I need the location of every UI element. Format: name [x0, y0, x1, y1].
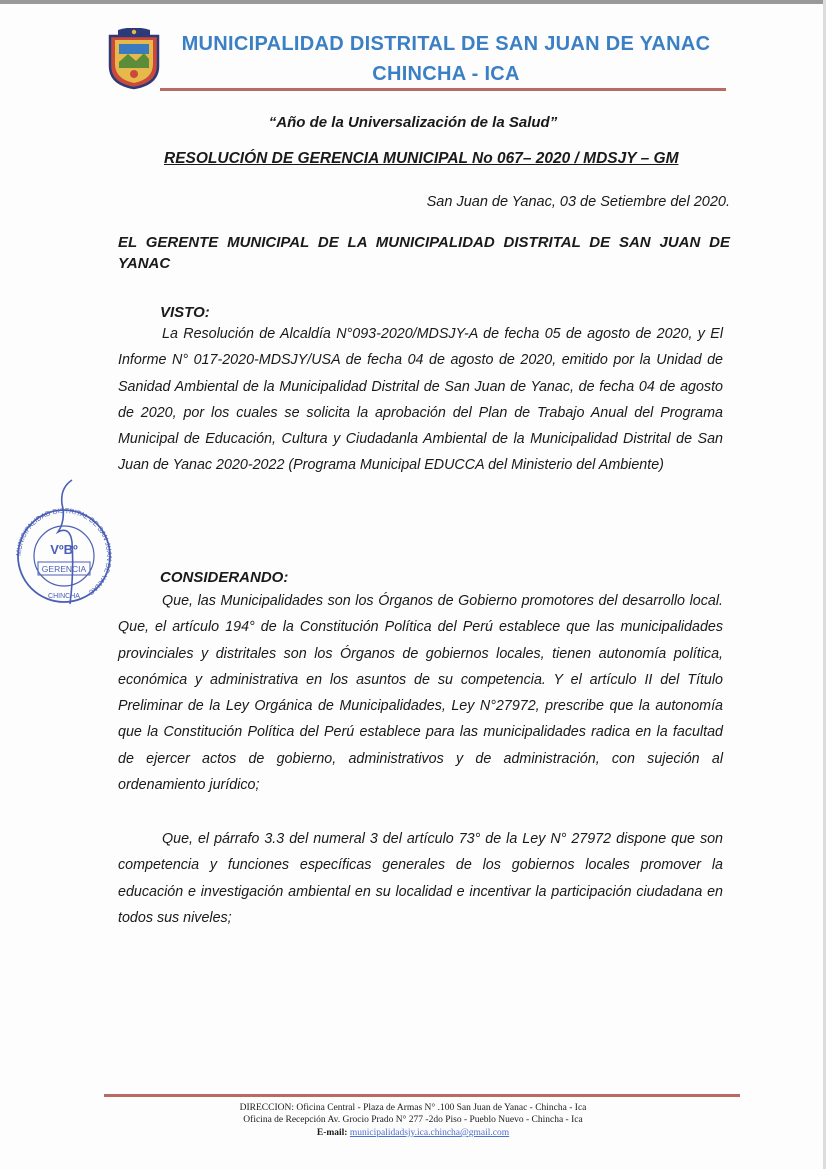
municipality-name: MUNICIPALIDAD DISTRITAL DE SAN JUAN DE YANAC [181, 33, 711, 55]
approval-stamp [12, 476, 116, 606]
gerente-heading: EL GERENTE MUNICIPAL DE LA MUNICIPALIDAD DISTRITAL DE SAN JUAN DE YANAC [118, 234, 730, 272]
footer-email-line [0, 1127, 826, 1139]
footer-address-reception: Oficina de Recepción Av. Grocio Prado N° 277 -2do Piso - Pueblo Nuevo - Chincha - Ica [243, 1115, 583, 1125]
stamp-vobo: VºBº [50, 542, 78, 557]
visto-paragraph: La Resolución de Alcaldía N°093-2020/MDSJY-A de fecha 05 de agosto de 2020, y El Informe N° 017-2020-MDSJY/USA de fecha 04 de agosto de 2020, emitido por la Unidad de Sanidad Ambiental de la Municipalidad Distrital de San Juan de Yanac, de fecha 04 de agosto de 2020, por los cuales se solicita la aprobación del Plan de Trabajo Anual del Programa Municipal de Educación, Cultura y Ciudadanla Ambiental de la Municipalidad Distrital de San Juan de Yanac 2020-2022 (Programa Municipal EDUCCA del Ministerio del Ambiente) [118, 326, 723, 474]
year-motto: “Año de la Universalización de la Salud” [268, 114, 558, 131]
header-divider [160, 88, 726, 91]
date-line: San Juan de Yanac, 03 de Setiembre del 2020. [426, 194, 730, 210]
visto-heading: VISTO: [160, 304, 210, 321]
municipality-location: CHINCHA - ICA [372, 63, 520, 85]
scan-edge-top [0, 0, 826, 4]
footer-address-central: DIRECCION: Oficina Central - Plaza de Armas N° .100 San Juan de Yanac - Chincha - Ica [239, 1103, 587, 1113]
considerando-heading: CONSIDERANDO: [160, 569, 289, 586]
stamp-chincha: CHINCHA [48, 593, 80, 600]
stamp-gerencia: GERENCIA [41, 564, 87, 574]
considerando-paragraph: Que, las Municipalidades son los Órganos de Gobierno promotores del desarrollo local. Que, el artículo 194° de la Constitución Política del Perú establece que las municipalidades provinciales y distritales son los Órganos de gobiernos locales, tienen autonomía política, económica y administrativa en los asuntos de su competencia. Y el artículo II del Título Preliminar de la Ley Orgánica de Municipalidades, Ley N°27972, prescribe que la autonomía que la Constitución Política del Perú establece para las municipalidades radica en la facultad de ejercer actos de gobierno, administrativos y de administración, con sujeción al ordenamiento jurídico; [118, 593, 723, 794]
email-link[interactable]: municipalidadsjy.ica.chincha@gmail.com [349, 1128, 510, 1138]
municipal-crest-logo [106, 28, 162, 90]
email-label: E-mail: [316, 1128, 348, 1138]
footer-divider [104, 1094, 740, 1097]
resolution-title: RESOLUCIÓN DE GERENCIA MUNICIPAL No 067– 2020 / MDSJY – GM [164, 150, 679, 167]
stamp-ring-text: MUNICIPALIDAD DISTRITAL DE SAN JUAN DE YANAC [15, 507, 113, 596]
considerando-paragraph: Que, el párrafo 3.3 del numeral 3 del artículo 73° de la Ley N° 27972 dispone que son competencia y funciones específicas generales de los gobiernos locales promover la educación e investigación ambiental en su localidad e incentivar la participación ciudadana en todos sus niveles; [118, 831, 723, 926]
